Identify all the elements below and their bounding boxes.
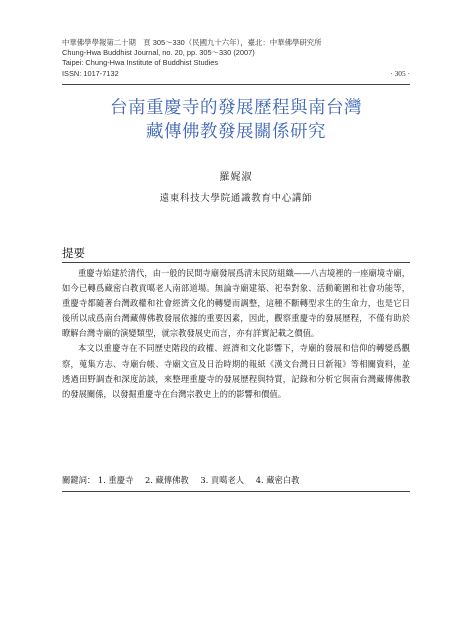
journal-citation-en: Chung-Hwa Buddhist Journal, no. 20, pp. 305～330 (2007) [62,48,255,58]
journal-header [62,38,412,79]
abstract-paragraph-1: 重慶寺始建於清代，由一般的民間寺廟發展爲清末民防組織——八吉境裡的一座廟境寺廟，如今已轉爲藏密白教貢噶老人南部道場。無論寺廟建築、祀奉對象、活動範圍和社會功能等，重慶寺都隨著台灣政權和社會經濟文化的轉變而調整，這種不斷轉型求生的生命力，也是它日後所以成爲南台灣藏傳佛教發展依據的重要因素，因此，觀察重慶寺的發展歷程，不僅有助於瞭解台灣寺廟的演變類型，就宗教發展史而言，亦有詳實記載之價值。 [62,268,410,339]
page-number: · 305 · [390,69,410,78]
abstract-paragraph-2: 本文以重慶寺在不同歷史階段的政權、經濟和文化影響下，寺廟的發展和信仰的轉變爲觀察，蒐集方志、寺廟台帳、寺廟文宣及日治時期的報紙《漢文台灣日日新報》等相關資料，並透過田野調查和深度訪談，來整理重慶寺的發展歷程與特質，記錄和分析它與南台灣藏傳佛教的發展關係，以發掘重慶寺在台灣宗教史上的的影響和價值。 [62,343,410,399]
journal-publisher: Taipei: Chung-Hwa Institute of Buddhist Studies [62,58,219,68]
paper-title [62,96,410,144]
journal-issn: ISSN: 1017-7132 [62,68,119,78]
keyword-item: 2. 藏傳佛教 [144,475,189,485]
author-name: 羅娓淑 [219,172,253,183]
abstract-heading: 提要 [62,246,85,260]
keyword-item: 3. 貢噶老人 [200,475,245,485]
abstract-body [62,266,410,402]
paper-title-line-2: 藏傳佛教發展關係研究 [146,122,326,142]
keywords-line [62,474,410,486]
keyword-item: 4. 藏密白教 [255,475,300,485]
keywords-rule [62,491,410,492]
abstract-rule [62,262,410,263]
keyword-item: 1. 重慶寺 [97,475,134,485]
header-rule [62,84,410,85]
author-affiliation: 遠東科技大學院通識教育中心講師 [159,193,313,204]
journal-citation-zh: 中華佛學學報第二十期 頁 305～330（民國九十六年），臺北：中華佛學研究所 [62,38,322,47]
keywords-label: 關鍵詞： [62,475,96,485]
paper-title-line-1: 台南重慶寺的發展歷程與南台灣 [110,98,362,118]
